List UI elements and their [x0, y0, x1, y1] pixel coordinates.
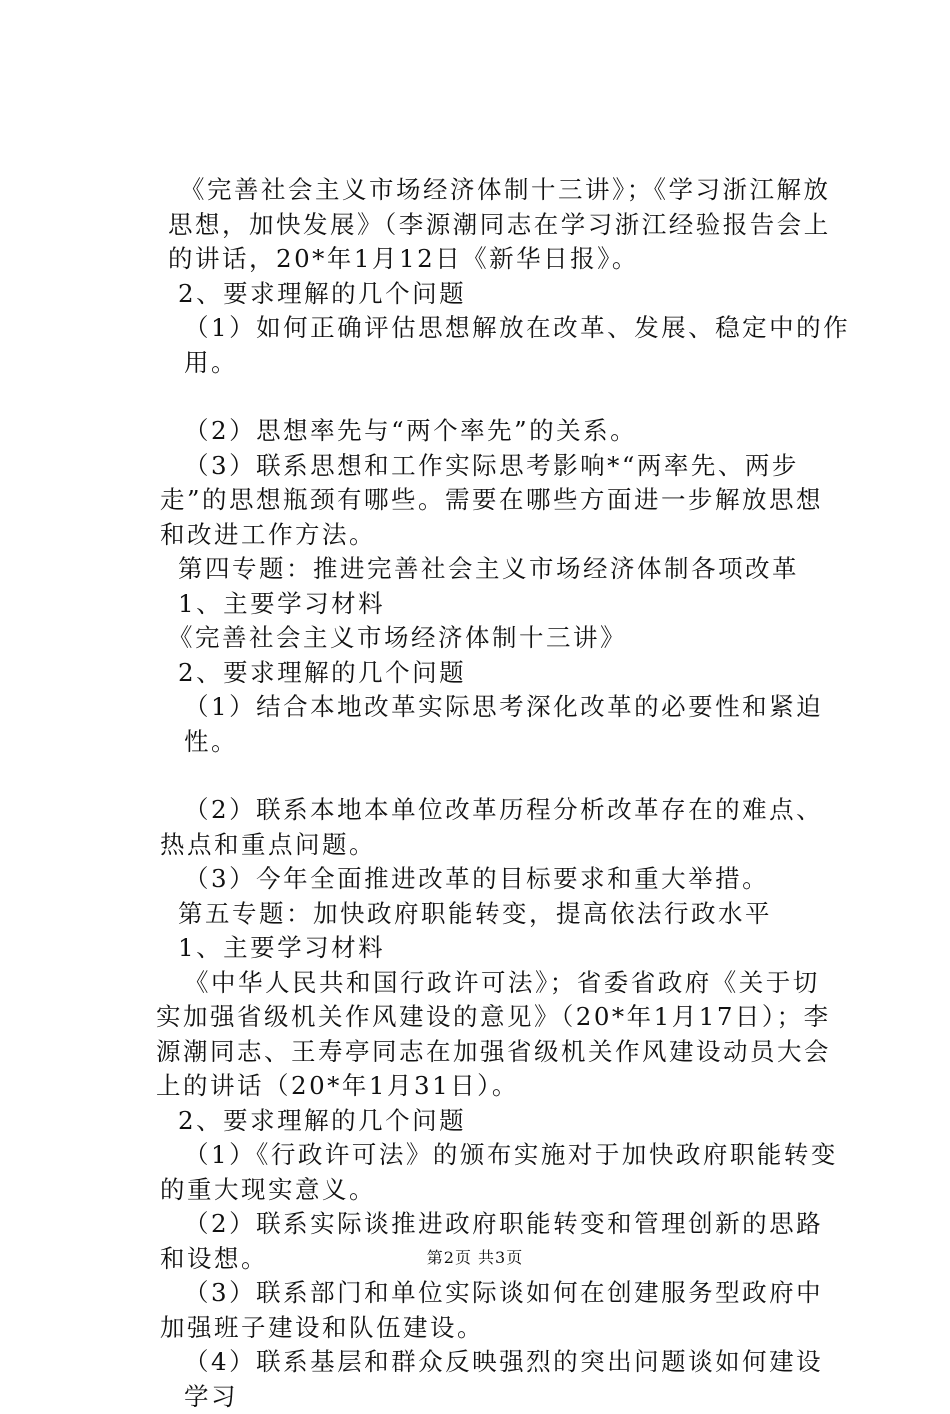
- heading-questions-3: 2、要求理解的几个问题: [178, 278, 467, 308]
- question-3-3: （3）联系思想和工作实际思考影响*“两率先、两步走”的思想瓶颈有哪些。需要在哪些方面进一步解放思想和改进工作方法。: [160, 450, 824, 549]
- blank-line: [172, 759, 840, 793]
- materials-5: 《中华人民共和国行政许可法》；省委省政府《关于切实加强省级机关作风建设的意见》（20*年1月17日）；李源潮同志、王寿亭同志在加强省级机关作风建设动员大会上的讲话（20*年1月31日）。: [156, 967, 831, 1100]
- page-number-label: 第2页 共3页: [426, 1248, 524, 1267]
- document-body: [156, 173, 851, 1414]
- blank-line: [172, 380, 840, 414]
- question-5-2: （2）联系实际谈推进政府职能转变和管理创新的思路和设想。: [160, 1209, 824, 1273]
- question-4-2: （2）联系本地本单位改革历程分析改革存在的难点、热点和重点问题。: [160, 795, 824, 859]
- section-heading-4: 第四专题：推进完善社会主义市场经济体制各项改革: [178, 554, 799, 583]
- heading-materials-4: 1、主要学习材料: [178, 588, 386, 618]
- page-footer: [0, 1245, 950, 1268]
- heading-questions-5: 2、要求理解的几个问题: [178, 1105, 467, 1135]
- question-5-1: （1）《行政许可法》的颁布实施对于加快政府职能转变的重大现实意义。: [160, 1140, 838, 1204]
- heading-materials-5: 1、主要学习材料: [178, 933, 386, 962]
- question-5-3: （3）联系部门和单位实际谈如何在创建服务型政府中加强班子建设和队伍建设。: [160, 1278, 824, 1342]
- question-3-2: （2）思想率先与“两个率先”的关系。: [184, 416, 638, 445]
- section-heading-5: 第五专题：加快政府职能转变，提高依法行政水平: [178, 898, 772, 928]
- question-5-4: （4）联系基层和群众反映强烈的突出问题谈如何建设学习: [184, 1347, 824, 1411]
- question-4-1: （1）结合本地改革实际思考深化改革的必要性和紧迫性。: [184, 692, 824, 756]
- paragraph-study-materials-3: 《完善社会主义市场经济体制十三讲》；《学习浙江解放思想，加快发展》（李源潮同志在学习浙江经验报告会上的讲话，20*年1月12日《新华日报》。: [168, 175, 831, 273]
- materials-4: 《完善社会主义市场经济体制十三讲》: [168, 623, 627, 652]
- question-4-3: （3）今年全面推进改革的目标要求和重大举措。: [184, 864, 770, 893]
- heading-questions-4: 2、要求理解的几个问题: [178, 657, 467, 687]
- question-3-1: （1）如何正确评估思想解放在改革、发展、稳定中的作用。: [184, 313, 851, 377]
